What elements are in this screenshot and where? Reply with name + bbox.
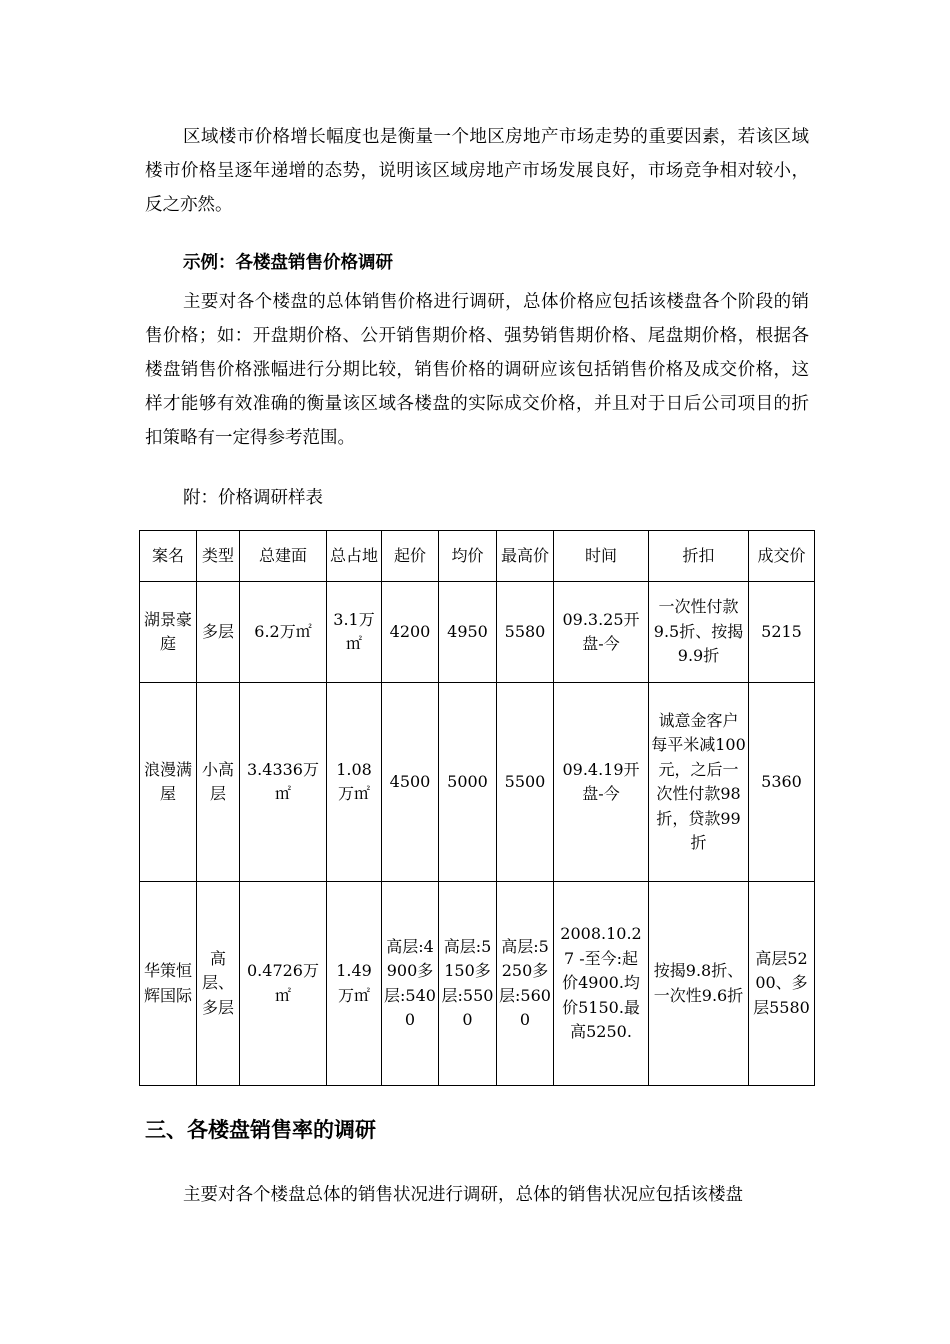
table-row <box>140 683 815 882</box>
table-cell: 4200 <box>382 582 439 683</box>
table-cell: 5500 <box>497 683 554 882</box>
table-cell: 5000 <box>439 683 497 882</box>
table-cell: 多层 <box>197 582 240 683</box>
attachment-label: 附：价格调研样表 <box>183 488 323 508</box>
table-cell: 2008.10.27 -至今:起价4900.均价5150.最高5250. <box>554 882 649 1086</box>
table-row <box>140 582 815 683</box>
table-cell: 一次性付款9.5折、按揭9.9折 <box>649 582 749 683</box>
table-row <box>140 882 815 1086</box>
table-cell: 诚意金客户每平米减100元，之后一次性付款98折，贷款99折 <box>649 683 749 882</box>
table-cell: 09.3.25开盘-今 <box>554 582 649 683</box>
table-cell: 1.08万㎡ <box>327 683 382 882</box>
table-cell: 3.1万㎡ <box>327 582 382 683</box>
table-cell: 6.2万㎡ <box>240 582 327 683</box>
table-cell: 按揭9.8折、一次性9.6折 <box>649 882 749 1086</box>
table-cell: 3.4336万㎡ <box>240 683 327 882</box>
header-cell: 案名 <box>140 531 197 582</box>
header-cell: 起价 <box>382 531 439 582</box>
table-cell: 5215 <box>749 582 815 683</box>
table-cell: 4500 <box>382 683 439 882</box>
example-title: 示例：各楼盘销售价格调研 <box>183 253 393 273</box>
header-cell: 类型 <box>197 531 240 582</box>
table-cell: 高层、多层 <box>197 882 240 1086</box>
table-header-row <box>140 531 815 582</box>
sales-rate-paragraph: 主要对各个楼盘总体的销售状况进行调研，总体的销售状况应包括该楼盘 <box>183 1185 743 1205</box>
table-cell: 高层:4900多层:5400 <box>382 882 439 1086</box>
header-cell: 总建面 <box>240 531 327 582</box>
table-cell: 湖景豪庭 <box>140 582 197 683</box>
header-cell: 成交价 <box>749 531 815 582</box>
header-cell: 时间 <box>554 531 649 582</box>
table-cell: 5580 <box>497 582 554 683</box>
header-cell: 折扣 <box>649 531 749 582</box>
header-cell: 总占地 <box>327 531 382 582</box>
header-cell: 均价 <box>439 531 497 582</box>
table-cell: 1.49万㎡ <box>327 882 382 1086</box>
intro-paragraph: 区域楼市价格增长幅度也是衡量一个地区房地产市场走势的重要因素，若该区域楼市价格呈逐年递增的态势，说明该区域房地产市场发展良好，市场竞争相对较小，反之亦然。 <box>145 127 809 215</box>
table-cell: 5360 <box>749 683 815 882</box>
table-cell: 小高层 <box>197 683 240 882</box>
table-cell: 4950 <box>439 582 497 683</box>
section-heading: 三、各楼盘销售率的调研 <box>145 1118 376 1142</box>
table-cell: 高层:5250多层:5600 <box>497 882 554 1086</box>
table-cell: 浪漫满屋 <box>140 683 197 882</box>
price-research-paragraph: 主要对各个楼盘的总体销售价格进行调研，总体价格应包括该楼盘各个阶段的销售价格；如：开盘期价格、公开销售期价格、强势销售期价格、尾盘期价格，根据各楼盘销售价格涨幅进行分期比较，销售价格的调研应该包括销售价格及成交价格，这样才能够有效准确的衡量该区域各楼盘的实际成交价格，并且对于日后公司项目的折扣策略有一定得参考范围。 <box>145 292 809 448</box>
table-cell: 华策恒辉国际 <box>140 882 197 1086</box>
table-cell: 0.4726万㎡ <box>240 882 327 1086</box>
table-cell: 高层:5150多层:5500 <box>439 882 497 1086</box>
header-cell: 最高价 <box>497 531 554 582</box>
table-cell: 09.4.19开盘-今 <box>554 683 649 882</box>
price-survey-table <box>139 530 815 1086</box>
table-cell: 高层5200、多层5580 <box>749 882 815 1086</box>
